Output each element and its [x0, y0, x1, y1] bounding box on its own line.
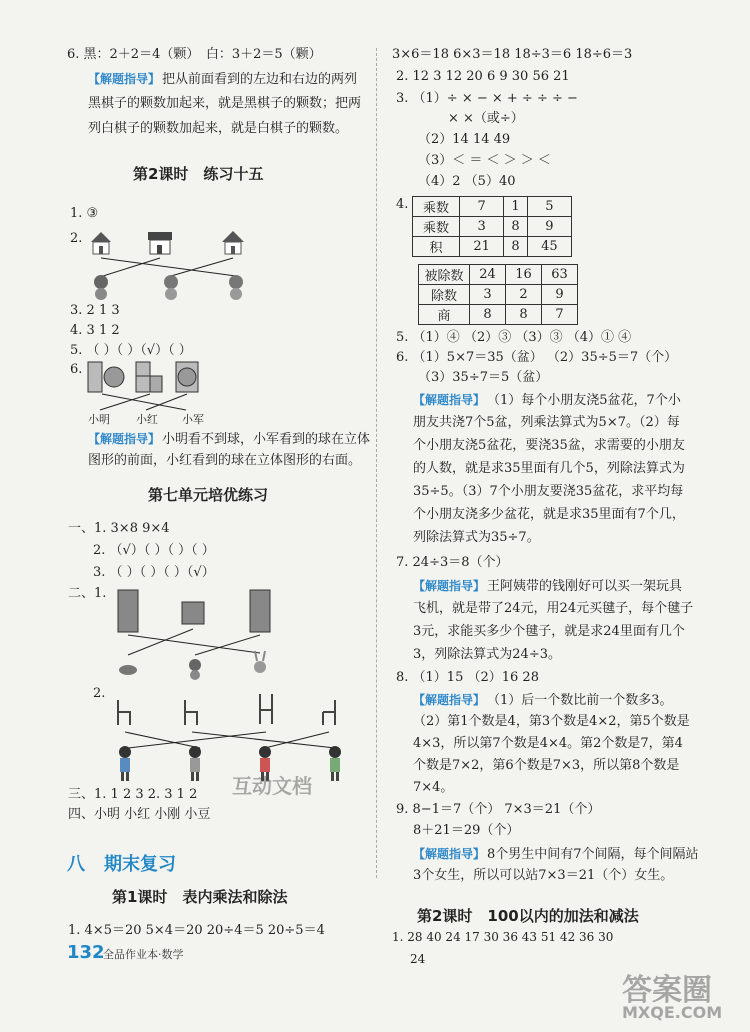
house-icon — [91, 232, 111, 254]
right-q3-3: （2）14 14 49 — [418, 132, 511, 147]
right-q9-1: 9. 8−1＝7（个） 7×3＝21（个） — [396, 802, 601, 817]
lesson1-title: 第1课时 表内乘法和除法 — [112, 888, 288, 906]
left-q6-hint-line3: 列白棋子的颗数加起来，就是白棋子的颗数。 — [88, 121, 349, 136]
right-line0: 3×6＝18 6×3＝18 18÷3＝6 18÷6＝3 — [392, 47, 633, 62]
watermark-logo: 答案圈 — [622, 973, 712, 1008]
right-q8-hint-line2: （2）第1个数是4，第3个数是4×2，第5个数是 — [413, 714, 690, 729]
right-q7-hint-line1: 【解题指导】 王阿姨带的钱刚好可以买一架玩具 — [413, 579, 683, 594]
right-q9-hint-line2: 3个女生，所以可以站7×3＝21（个）女生。 — [413, 868, 674, 883]
name-label: 小红 — [136, 413, 158, 426]
views-animals-figure — [110, 585, 280, 680]
left-l2-q1: 1. ③ — [70, 206, 99, 221]
table-row: 被除数 24 16 63 — [419, 265, 578, 285]
right-q6-hint-line4: 的人数，就是求35里面有几个5，列除法算式为 — [413, 461, 685, 476]
right-q9-2: 8＋21＝29（个） — [413, 823, 520, 838]
right-q7-hint-line3: 3元，求能买多少个毽子，就是求24里面有几个 — [413, 624, 685, 639]
right-q3-4: （3）＜ ＝ ＜ ＞ ＞ ＜ — [418, 153, 551, 168]
unit7-title: 第七单元培优练习 — [148, 486, 269, 504]
watermark-text: 互动文档 — [232, 774, 312, 798]
page-number: 132 — [67, 942, 105, 963]
right-q3-2: × ×（或÷） — [396, 111, 524, 126]
child-icon — [119, 746, 131, 781]
solid-shapes-figure — [86, 360, 226, 412]
u7-q4: 四、小明 小红 小刚 小豆 — [68, 807, 211, 822]
right-q2: 2. 12 3 12 20 6 9 30 56 21 — [396, 69, 570, 84]
u7-q1-2: 2. （√）（ ）（ ）（ ） — [93, 543, 215, 558]
monkey-icon — [94, 275, 108, 300]
right-q6-1: 6. （1）5×7＝35（盆） （2）35÷5＝7（个） — [396, 350, 678, 365]
left-l2-q5: 5. （ ）（ ）（√）（ ） — [70, 343, 192, 358]
right-q5: 5. （1）④ （2）③ （3）③ （4）① ④ — [396, 330, 632, 345]
right-q7: 7. 24÷3＝8（个） — [396, 555, 509, 570]
lesson2-title: 第2课时 练习十五 — [133, 165, 264, 183]
u7-q1-3: 3. （ ）（ ）（ ）（√） — [93, 565, 215, 580]
left-l2-q4: 4. 3 1 2 — [70, 323, 120, 338]
table-row: 乘数 3 8 9 — [413, 217, 572, 237]
chapter-number: 八 — [67, 854, 85, 875]
houses-animals-figure — [86, 228, 256, 303]
left-l2-q6-hint-line2: 图形的前面，小红看到的球在立体图形的右面。 — [88, 453, 362, 468]
u7-q2-1: 二、1. — [68, 586, 107, 601]
column-divider — [376, 48, 377, 878]
right-q6-hint-line5: 35÷5。（3）7个小朋友要浇35盆花，求平均每 — [413, 484, 684, 499]
table-row: 乘数 7 1 5 — [413, 197, 572, 217]
right-q9-hint-line1: 【解题指导】 8个男生中间有7个间隔，每个间隔站 — [413, 847, 699, 862]
left-l1-q1: 1. 4×5＝20 5×4＝20 20÷4＝5 20÷5＝4 — [68, 923, 325, 938]
chairs-kids-figure — [110, 690, 350, 785]
right-q6-hint-line1: 【解题指导】 （1）每个小朋友浇5盆花，7个小 — [413, 393, 681, 408]
right-q4: 4. — [396, 197, 409, 212]
chair-icon — [185, 700, 197, 725]
ball-front-view — [176, 362, 198, 392]
left-q6-answer: 6. 黑：2＋2＝4（颗） 白：3＋2＝5（颗） — [67, 47, 322, 62]
right-l2-q1-cont: 24 — [410, 952, 426, 966]
right-q6-hint-line3: 个小朋友浇5盆花，要浇35盆，求需要的小朋友 — [413, 438, 685, 453]
left-l2-q3: 3. 2 1 3 — [70, 303, 120, 318]
u7-q1-1: 一、1. 3×8 9×4 — [68, 521, 170, 536]
book-title: 全品作业本·数学 — [103, 948, 184, 961]
right-q3-1: 3. （1）÷ × − × + ÷ ÷ ÷ − — [396, 91, 578, 106]
left-q6-hint-line2: 黑棋子的颗数加起来，就是黑棋子的颗数；把两 — [88, 96, 362, 111]
stacked-cubes-view — [136, 362, 162, 392]
table-row: 积 21 8 45 — [413, 237, 572, 257]
hint-label: 【解题指导】 — [88, 72, 161, 86]
right-q6-hint-line6: 个小朋友浇多少盆花，就是求35里面有7个几， — [413, 507, 685, 522]
right-q8-hint-line1: 【解题指导】 （1）后一个数比前一个数多3。 — [413, 693, 673, 708]
monkey-icon — [189, 659, 201, 680]
chapter-title: 期末复习 — [104, 854, 176, 875]
right-q7-hint-line4: 3，列除法算式为24÷3。 — [413, 647, 561, 662]
tiger-icon — [229, 275, 243, 300]
division-table — [418, 264, 578, 325]
cat-icon — [164, 275, 178, 300]
left-l2-q6: 6. — [70, 362, 83, 377]
right-q8-hint-line4: 个数是7×2，第6个数是7×3，所以第8个数是 — [413, 758, 680, 773]
table-row: 除数 3 2 9 — [419, 285, 578, 305]
chair-icon — [260, 694, 272, 724]
chair-icon — [323, 700, 335, 725]
chair-icon — [118, 700, 130, 725]
watermark-site: MXQE.COM — [622, 1003, 723, 1022]
bird-icon — [119, 665, 137, 675]
left-q6-hint-line1: 【解题指导】 把从前面看到的左边和右边的两列 — [88, 72, 358, 87]
right-l2-q1: 1. 28 40 24 17 30 36 43 51 42 36 30 — [392, 930, 614, 944]
right-q8-hint-line3: 4×3，所以第7个数是4×4。第2个数是7，第4 — [413, 736, 683, 751]
right-q6-2: （3）35÷7＝5（盆） — [418, 370, 549, 385]
house-icon — [222, 231, 244, 254]
right-q8-hint-line5: 7×4。 — [413, 780, 454, 795]
left-l2-q2: 2. — [70, 231, 83, 246]
name-label: 小军 — [182, 413, 204, 426]
left-l2-q6-hint-line1: 【解题指导】 小明看不到球，小军看到的球在立体 — [88, 432, 371, 447]
house-icon — [148, 232, 172, 254]
right-q7-hint-line2: 飞机，就是带了24元，用24元买毽子，每个毽子 — [413, 601, 694, 616]
right-q6-hint-line7: 列除法算式为35÷7。 — [413, 530, 540, 545]
u7-q2-2: 2. — [93, 686, 106, 701]
name-label: 小明 — [88, 413, 110, 426]
multiplication-table — [412, 196, 572, 257]
right-lesson2-title: 第2课时 100以内的加法和减法 — [417, 907, 639, 925]
right-q6-hint-line2: 朋友共浇7个5盆，列乘法算式为5×7。（2）每 — [413, 415, 680, 430]
child-icon — [329, 746, 341, 781]
cube-ball-view — [88, 362, 124, 392]
u7-q3: 三、1. 1 2 3 2. 3 1 2 — [68, 787, 198, 802]
table-row: 商 8 8 7 — [419, 305, 578, 325]
rabbit-icon — [254, 651, 266, 673]
right-q8: 8. （1）15 （2）16 28 — [396, 670, 539, 685]
child-icon — [189, 746, 201, 781]
right-q3-5: （4）2 （5）40 — [418, 174, 516, 189]
